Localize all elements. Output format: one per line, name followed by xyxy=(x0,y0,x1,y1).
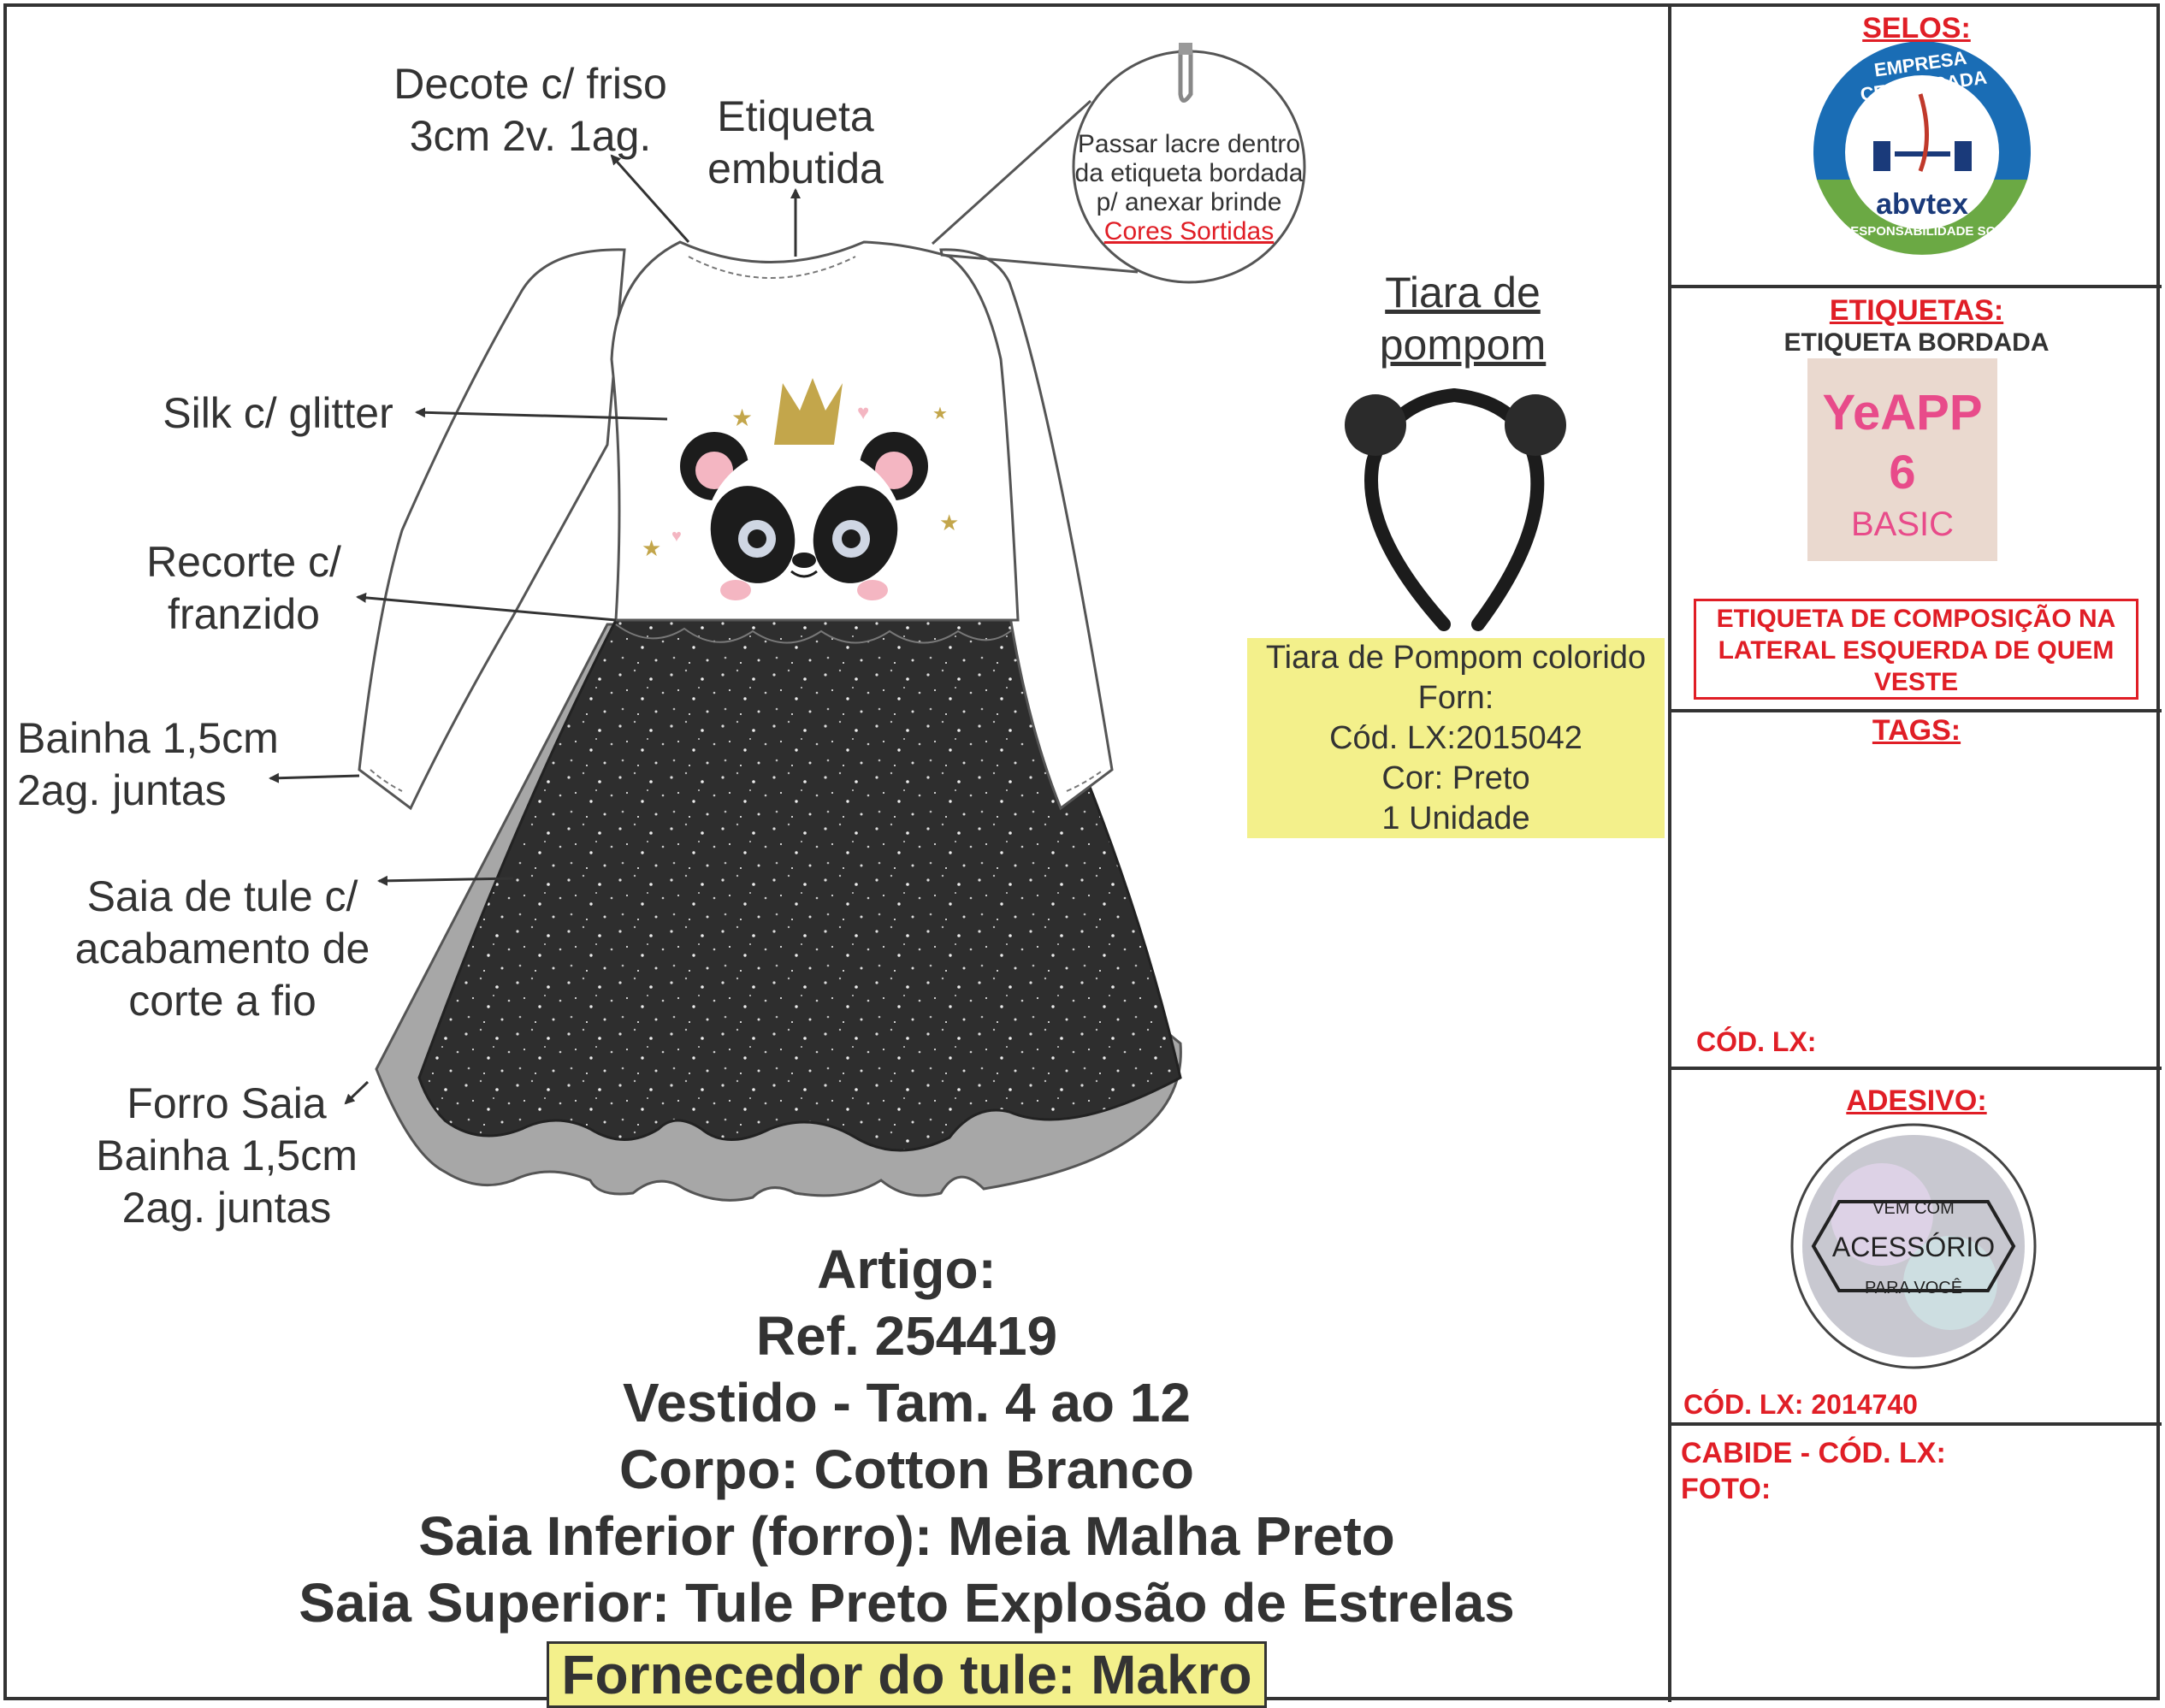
etiqueta-bordada-label: ETIQUETA BORDADA xyxy=(1783,328,2050,357)
etiquetas-title: ETIQUETAS: xyxy=(1829,294,2004,327)
seal-bottom-text: EM RESPONSABILIDADE SOCIAL xyxy=(1818,224,2026,239)
embroidered-label-image: YeAPP 6 BASIC xyxy=(1807,358,1997,561)
callout-lacre: Passar lacre dentro da etiqueta bordada p/ anexar brinde Cores Sortidas xyxy=(1074,130,1304,245)
composicao-notice: ETIQUETA DE COMPOSIÇÃO NA LATERAL ESQUERDA DE QUEM VESTE xyxy=(1694,599,2138,700)
seal-top-text: EMPRESA CERTIFICADA xyxy=(1859,46,1989,106)
callout-recorte: Recorte c/ franzido xyxy=(146,538,341,638)
svg-text:★: ★ xyxy=(642,535,662,561)
cabide-foto: FOTO: xyxy=(1681,1473,1772,1505)
tags-code: CÓD. LX: xyxy=(1696,1026,1817,1057)
headband-drawing xyxy=(1345,394,1566,624)
sticker-line-1: VEM COM xyxy=(1872,1199,1955,1218)
callout-saia-tule: Saia de tule c/ acabamento de corte a fio xyxy=(74,872,370,1025)
callout-silk: Silk c/ glitter xyxy=(163,389,393,437)
svg-text:♥: ♥ xyxy=(671,527,682,546)
seal-brand: abvtex xyxy=(1876,188,1968,221)
callout-bainha: Bainha 1,5cm 2ag. juntas xyxy=(17,714,279,814)
supplier-highlight: Fornecedor do tule: Makro xyxy=(547,1641,1266,1708)
callout-decote: Decote c/ friso 3cm 2v. 1ag. xyxy=(393,60,667,160)
svg-text:★: ★ xyxy=(939,510,960,535)
tags-title: TAGS: xyxy=(1872,714,1961,747)
svg-text:★: ★ xyxy=(731,405,754,431)
callout-etiqueta: Etiqueta embutida xyxy=(707,92,884,192)
callout-forro: Forro Saia Bainha 1,5cm 2ag. juntas xyxy=(96,1079,358,1232)
adesivo-code: CÓD. LX: 2014740 xyxy=(1683,1389,1918,1420)
svg-text:★: ★ xyxy=(932,405,948,423)
sticker-line-2: ACESSÓRIO xyxy=(1831,1232,1996,1262)
tiara-info-box: Tiara de Pompom colorido Forn: Cód. LX:2015042 Cor: Preto 1 Unidade xyxy=(1247,638,1665,838)
svg-text:♥: ♥ xyxy=(857,401,870,424)
article-spec: Artigo: Ref. 254419 Vestido - Tam. 4 ao 12 Corpo: Cotton Branco Saia Inferior (forro): Meia Malha Preto Saia Superior: Tule Preto Explosão de Estrelas Fornecedor do tule: Makro xyxy=(171,1236,1642,1708)
cabide-code: CABIDE - CÓD. LX: xyxy=(1681,1437,1946,1469)
selos-title: SELOS: xyxy=(1862,12,1971,44)
adesivo-title: ADESIVO: xyxy=(1846,1084,1987,1117)
tiara-title: Tiara de pompom xyxy=(1379,269,1547,369)
sticker-line-3: PARA VOCÊ xyxy=(1864,1279,1963,1297)
